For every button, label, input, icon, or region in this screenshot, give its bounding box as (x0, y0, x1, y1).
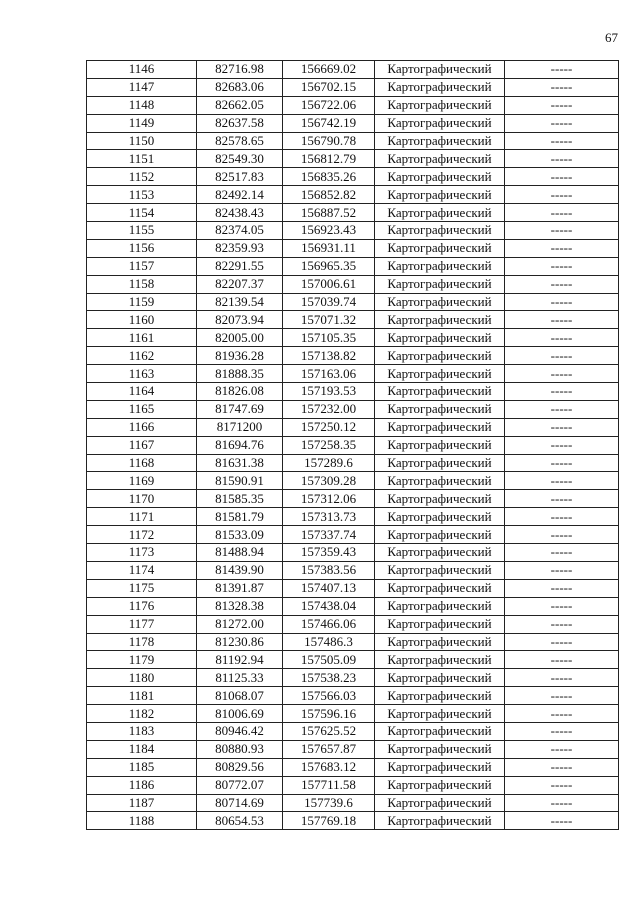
point-number-cell: 1146 (87, 61, 197, 79)
point-number-cell: 1158 (87, 275, 197, 293)
method-cell: Картографический (375, 526, 505, 544)
y-coordinate-cell: 157193.53 (283, 383, 375, 401)
point-number-cell: 1166 (87, 418, 197, 436)
table-row (87, 812, 619, 830)
table-row (87, 168, 619, 186)
point-number-cell: 1182 (87, 705, 197, 723)
method-cell: Картографический (375, 293, 505, 311)
method-cell: Картографический (375, 722, 505, 740)
method-cell: Картографический (375, 78, 505, 96)
table-row (87, 615, 619, 633)
y-coordinate-cell: 157739.6 (283, 794, 375, 812)
accuracy-cell: ----- (505, 615, 619, 633)
accuracy-cell: ----- (505, 132, 619, 150)
table-row (87, 758, 619, 776)
point-number-cell: 1163 (87, 365, 197, 383)
method-cell: Картографический (375, 579, 505, 597)
y-coordinate-cell: 157711.58 (283, 776, 375, 794)
accuracy-cell: ----- (505, 96, 619, 114)
table-row (87, 365, 619, 383)
table-row (87, 794, 619, 812)
point-number-cell: 1185 (87, 758, 197, 776)
accuracy-cell: ----- (505, 222, 619, 240)
accuracy-cell: ----- (505, 722, 619, 740)
accuracy-cell: ----- (505, 705, 619, 723)
accuracy-cell: ----- (505, 168, 619, 186)
y-coordinate-cell: 157505.09 (283, 651, 375, 669)
accuracy-cell: ----- (505, 776, 619, 794)
method-cell: Картографический (375, 365, 505, 383)
point-number-cell: 1167 (87, 436, 197, 454)
y-coordinate-cell: 157309.28 (283, 472, 375, 490)
method-cell: Картографический (375, 132, 505, 150)
accuracy-cell: ----- (505, 633, 619, 651)
table-row (87, 311, 619, 329)
table-row (87, 150, 619, 168)
table-row (87, 186, 619, 204)
table-row (87, 347, 619, 365)
method-cell: Картографический (375, 114, 505, 132)
accuracy-cell: ----- (505, 329, 619, 347)
y-coordinate-cell: 157105.35 (283, 329, 375, 347)
x-coordinate-cell: 82517.83 (197, 168, 283, 186)
x-coordinate-cell: 81488.94 (197, 544, 283, 562)
method-cell: Картографический (375, 61, 505, 79)
x-coordinate-cell: 81068.07 (197, 687, 283, 705)
y-coordinate-cell: 157596.16 (283, 705, 375, 723)
table-row (87, 257, 619, 275)
method-cell: Картографический (375, 257, 505, 275)
x-coordinate-cell: 80654.53 (197, 812, 283, 830)
y-coordinate-cell: 157683.12 (283, 758, 375, 776)
point-number-cell: 1162 (87, 347, 197, 365)
accuracy-cell: ----- (505, 436, 619, 454)
accuracy-cell: ----- (505, 687, 619, 705)
x-coordinate-cell: 82549.30 (197, 150, 283, 168)
x-coordinate-cell: 81125.33 (197, 669, 283, 687)
point-number-cell: 1178 (87, 633, 197, 651)
y-coordinate-cell: 156669.02 (283, 61, 375, 79)
table-row (87, 776, 619, 794)
accuracy-cell: ----- (505, 740, 619, 758)
x-coordinate-cell: 81439.90 (197, 561, 283, 579)
accuracy-cell: ----- (505, 669, 619, 687)
y-coordinate-cell: 157538.23 (283, 669, 375, 687)
y-coordinate-cell: 157438.04 (283, 597, 375, 615)
method-cell: Картографический (375, 544, 505, 562)
table-row (87, 633, 619, 651)
method-cell: Картографический (375, 275, 505, 293)
point-number-cell: 1165 (87, 400, 197, 418)
table-row (87, 383, 619, 401)
table-row (87, 400, 619, 418)
point-number-cell: 1160 (87, 311, 197, 329)
page-number: 67 (605, 30, 618, 45)
y-coordinate-cell: 157383.56 (283, 561, 375, 579)
table-row (87, 222, 619, 240)
table-row (87, 329, 619, 347)
x-coordinate-cell: 82374.05 (197, 222, 283, 240)
method-cell: Картографический (375, 561, 505, 579)
accuracy-cell: ----- (505, 508, 619, 526)
table-row (87, 78, 619, 96)
accuracy-cell: ----- (505, 114, 619, 132)
method-cell: Картографический (375, 150, 505, 168)
x-coordinate-cell: 82207.37 (197, 275, 283, 293)
point-number-cell: 1188 (87, 812, 197, 830)
y-coordinate-cell: 156835.26 (283, 168, 375, 186)
table-row (87, 275, 619, 293)
y-coordinate-cell: 157769.18 (283, 812, 375, 830)
table-row (87, 526, 619, 544)
method-cell: Картографический (375, 633, 505, 651)
y-coordinate-cell: 157407.13 (283, 579, 375, 597)
y-coordinate-cell: 157625.52 (283, 722, 375, 740)
point-number-cell: 1180 (87, 669, 197, 687)
x-coordinate-cell: 81192.94 (197, 651, 283, 669)
x-coordinate-cell: 82291.55 (197, 257, 283, 275)
y-coordinate-cell: 156722.06 (283, 96, 375, 114)
coordinates-table-body (87, 61, 619, 830)
x-coordinate-cell: 82073.94 (197, 311, 283, 329)
y-coordinate-cell: 157289.6 (283, 454, 375, 472)
accuracy-cell: ----- (505, 544, 619, 562)
method-cell: Картографический (375, 418, 505, 436)
y-coordinate-cell: 157657.87 (283, 740, 375, 758)
y-coordinate-cell: 157039.74 (283, 293, 375, 311)
accuracy-cell: ----- (505, 812, 619, 830)
point-number-cell: 1181 (87, 687, 197, 705)
method-cell: Картографический (375, 400, 505, 418)
accuracy-cell: ----- (505, 347, 619, 365)
y-coordinate-cell: 157337.74 (283, 526, 375, 544)
y-coordinate-cell: 157359.43 (283, 544, 375, 562)
y-coordinate-cell: 156812.79 (283, 150, 375, 168)
table-row (87, 436, 619, 454)
table-row (87, 597, 619, 615)
x-coordinate-cell: 81391.87 (197, 579, 283, 597)
method-cell: Картографический (375, 794, 505, 812)
accuracy-cell: ----- (505, 490, 619, 508)
point-number-cell: 1172 (87, 526, 197, 544)
y-coordinate-cell: 156931.11 (283, 239, 375, 257)
x-coordinate-cell: 81694.76 (197, 436, 283, 454)
accuracy-cell: ----- (505, 365, 619, 383)
point-number-cell: 1148 (87, 96, 197, 114)
point-number-cell: 1176 (87, 597, 197, 615)
y-coordinate-cell: 157006.61 (283, 275, 375, 293)
point-number-cell: 1169 (87, 472, 197, 490)
point-number-cell: 1174 (87, 561, 197, 579)
x-coordinate-cell: 81533.09 (197, 526, 283, 544)
table-row (87, 132, 619, 150)
accuracy-cell: ----- (505, 472, 619, 490)
point-number-cell: 1175 (87, 579, 197, 597)
accuracy-cell: ----- (505, 186, 619, 204)
x-coordinate-cell: 81581.79 (197, 508, 283, 526)
accuracy-cell: ----- (505, 561, 619, 579)
y-coordinate-cell: 156887.52 (283, 204, 375, 222)
point-number-cell: 1151 (87, 150, 197, 168)
accuracy-cell: ----- (505, 454, 619, 472)
coordinates-table (86, 60, 619, 830)
method-cell: Картографический (375, 812, 505, 830)
method-cell: Картографический (375, 687, 505, 705)
x-coordinate-cell: 80714.69 (197, 794, 283, 812)
table-row (87, 561, 619, 579)
point-number-cell: 1153 (87, 186, 197, 204)
table-row (87, 687, 619, 705)
table-row (87, 472, 619, 490)
x-coordinate-cell: 80772.07 (197, 776, 283, 794)
accuracy-cell: ----- (505, 239, 619, 257)
method-cell: Картографический (375, 168, 505, 186)
point-number-cell: 1161 (87, 329, 197, 347)
method-cell: Картографический (375, 186, 505, 204)
x-coordinate-cell: 82492.14 (197, 186, 283, 204)
method-cell: Картографический (375, 490, 505, 508)
table-row (87, 96, 619, 114)
point-number-cell: 1157 (87, 257, 197, 275)
x-coordinate-cell: 81230.86 (197, 633, 283, 651)
accuracy-cell: ----- (505, 78, 619, 96)
x-coordinate-cell: 82005.00 (197, 329, 283, 347)
y-coordinate-cell: 157232.00 (283, 400, 375, 418)
x-coordinate-cell: 80829.56 (197, 758, 283, 776)
y-coordinate-cell: 157313.73 (283, 508, 375, 526)
point-number-cell: 1184 (87, 740, 197, 758)
method-cell: Картографический (375, 329, 505, 347)
table-row (87, 722, 619, 740)
y-coordinate-cell: 156965.35 (283, 257, 375, 275)
method-cell: Картографический (375, 705, 505, 723)
y-coordinate-cell: 156742.19 (283, 114, 375, 132)
x-coordinate-cell: 81272.00 (197, 615, 283, 633)
table-row (87, 114, 619, 132)
x-coordinate-cell: 81590.91 (197, 472, 283, 490)
method-cell: Картографический (375, 669, 505, 687)
method-cell: Картографический (375, 615, 505, 633)
point-number-cell: 1159 (87, 293, 197, 311)
method-cell: Картографический (375, 508, 505, 526)
table-row (87, 454, 619, 472)
x-coordinate-cell: 81328.38 (197, 597, 283, 615)
y-coordinate-cell: 156702.15 (283, 78, 375, 96)
point-number-cell: 1171 (87, 508, 197, 526)
method-cell: Картографический (375, 597, 505, 615)
x-coordinate-cell: 81888.35 (197, 365, 283, 383)
x-coordinate-cell: 82438.43 (197, 204, 283, 222)
accuracy-cell: ----- (505, 204, 619, 222)
method-cell: Картографический (375, 454, 505, 472)
y-coordinate-cell: 157486.3 (283, 633, 375, 651)
accuracy-cell: ----- (505, 150, 619, 168)
point-number-cell: 1149 (87, 114, 197, 132)
x-coordinate-cell: 82716.98 (197, 61, 283, 79)
point-number-cell: 1183 (87, 722, 197, 740)
point-number-cell: 1154 (87, 204, 197, 222)
accuracy-cell: ----- (505, 311, 619, 329)
x-coordinate-cell: 80880.93 (197, 740, 283, 758)
table-row (87, 293, 619, 311)
accuracy-cell: ----- (505, 597, 619, 615)
method-cell: Картографический (375, 96, 505, 114)
point-number-cell: 1150 (87, 132, 197, 150)
x-coordinate-cell: 82683.06 (197, 78, 283, 96)
accuracy-cell: ----- (505, 275, 619, 293)
y-coordinate-cell: 156790.78 (283, 132, 375, 150)
x-coordinate-cell: 82578.65 (197, 132, 283, 150)
y-coordinate-cell: 157250.12 (283, 418, 375, 436)
accuracy-cell: ----- (505, 579, 619, 597)
accuracy-cell: ----- (505, 758, 619, 776)
x-coordinate-cell: 81006.69 (197, 705, 283, 723)
point-number-cell: 1186 (87, 776, 197, 794)
accuracy-cell: ----- (505, 293, 619, 311)
x-coordinate-cell: 81631.38 (197, 454, 283, 472)
accuracy-cell: ----- (505, 400, 619, 418)
accuracy-cell: ----- (505, 794, 619, 812)
point-number-cell: 1173 (87, 544, 197, 562)
table-row (87, 579, 619, 597)
point-number-cell: 1187 (87, 794, 197, 812)
point-number-cell: 1152 (87, 168, 197, 186)
point-number-cell: 1168 (87, 454, 197, 472)
method-cell: Картографический (375, 383, 505, 401)
method-cell: Картографический (375, 222, 505, 240)
table-row (87, 418, 619, 436)
point-number-cell: 1179 (87, 651, 197, 669)
y-coordinate-cell: 157138.82 (283, 347, 375, 365)
method-cell: Картографический (375, 347, 505, 365)
y-coordinate-cell: 157163.06 (283, 365, 375, 383)
point-number-cell: 1177 (87, 615, 197, 633)
accuracy-cell: ----- (505, 61, 619, 79)
table-row (87, 490, 619, 508)
y-coordinate-cell: 157566.03 (283, 687, 375, 705)
accuracy-cell: ----- (505, 257, 619, 275)
x-coordinate-cell: 80946.42 (197, 722, 283, 740)
table-row (87, 508, 619, 526)
accuracy-cell: ----- (505, 526, 619, 544)
method-cell: Картографический (375, 311, 505, 329)
method-cell: Картографический (375, 204, 505, 222)
y-coordinate-cell: 157071.32 (283, 311, 375, 329)
table-row (87, 239, 619, 257)
method-cell: Картографический (375, 239, 505, 257)
method-cell: Картографический (375, 740, 505, 758)
y-coordinate-cell: 157312.06 (283, 490, 375, 508)
accuracy-cell: ----- (505, 418, 619, 436)
point-number-cell: 1147 (87, 78, 197, 96)
x-coordinate-cell: 81936.28 (197, 347, 283, 365)
point-number-cell: 1170 (87, 490, 197, 508)
point-number-cell: 1164 (87, 383, 197, 401)
x-coordinate-cell: 82662.05 (197, 96, 283, 114)
table-row (87, 544, 619, 562)
y-coordinate-cell: 157466.06 (283, 615, 375, 633)
method-cell: Картографический (375, 776, 505, 794)
point-number-cell: 1155 (87, 222, 197, 240)
x-coordinate-cell: 81826.08 (197, 383, 283, 401)
method-cell: Картографический (375, 472, 505, 490)
x-coordinate-cell: 82359.93 (197, 239, 283, 257)
table-row (87, 651, 619, 669)
y-coordinate-cell: 156852.82 (283, 186, 375, 204)
point-number-cell: 1156 (87, 239, 197, 257)
y-coordinate-cell: 156923.43 (283, 222, 375, 240)
accuracy-cell: ----- (505, 651, 619, 669)
x-coordinate-cell: 82637.58 (197, 114, 283, 132)
x-coordinate-cell: 8171200 (197, 418, 283, 436)
x-coordinate-cell: 82139.54 (197, 293, 283, 311)
x-coordinate-cell: 81585.35 (197, 490, 283, 508)
table-row (87, 669, 619, 687)
table-row (87, 204, 619, 222)
table-row (87, 705, 619, 723)
x-coordinate-cell: 81747.69 (197, 400, 283, 418)
table-row (87, 61, 619, 79)
method-cell: Картографический (375, 436, 505, 454)
method-cell: Картографический (375, 651, 505, 669)
method-cell: Картографический (375, 758, 505, 776)
y-coordinate-cell: 157258.35 (283, 436, 375, 454)
table-row (87, 740, 619, 758)
accuracy-cell: ----- (505, 383, 619, 401)
